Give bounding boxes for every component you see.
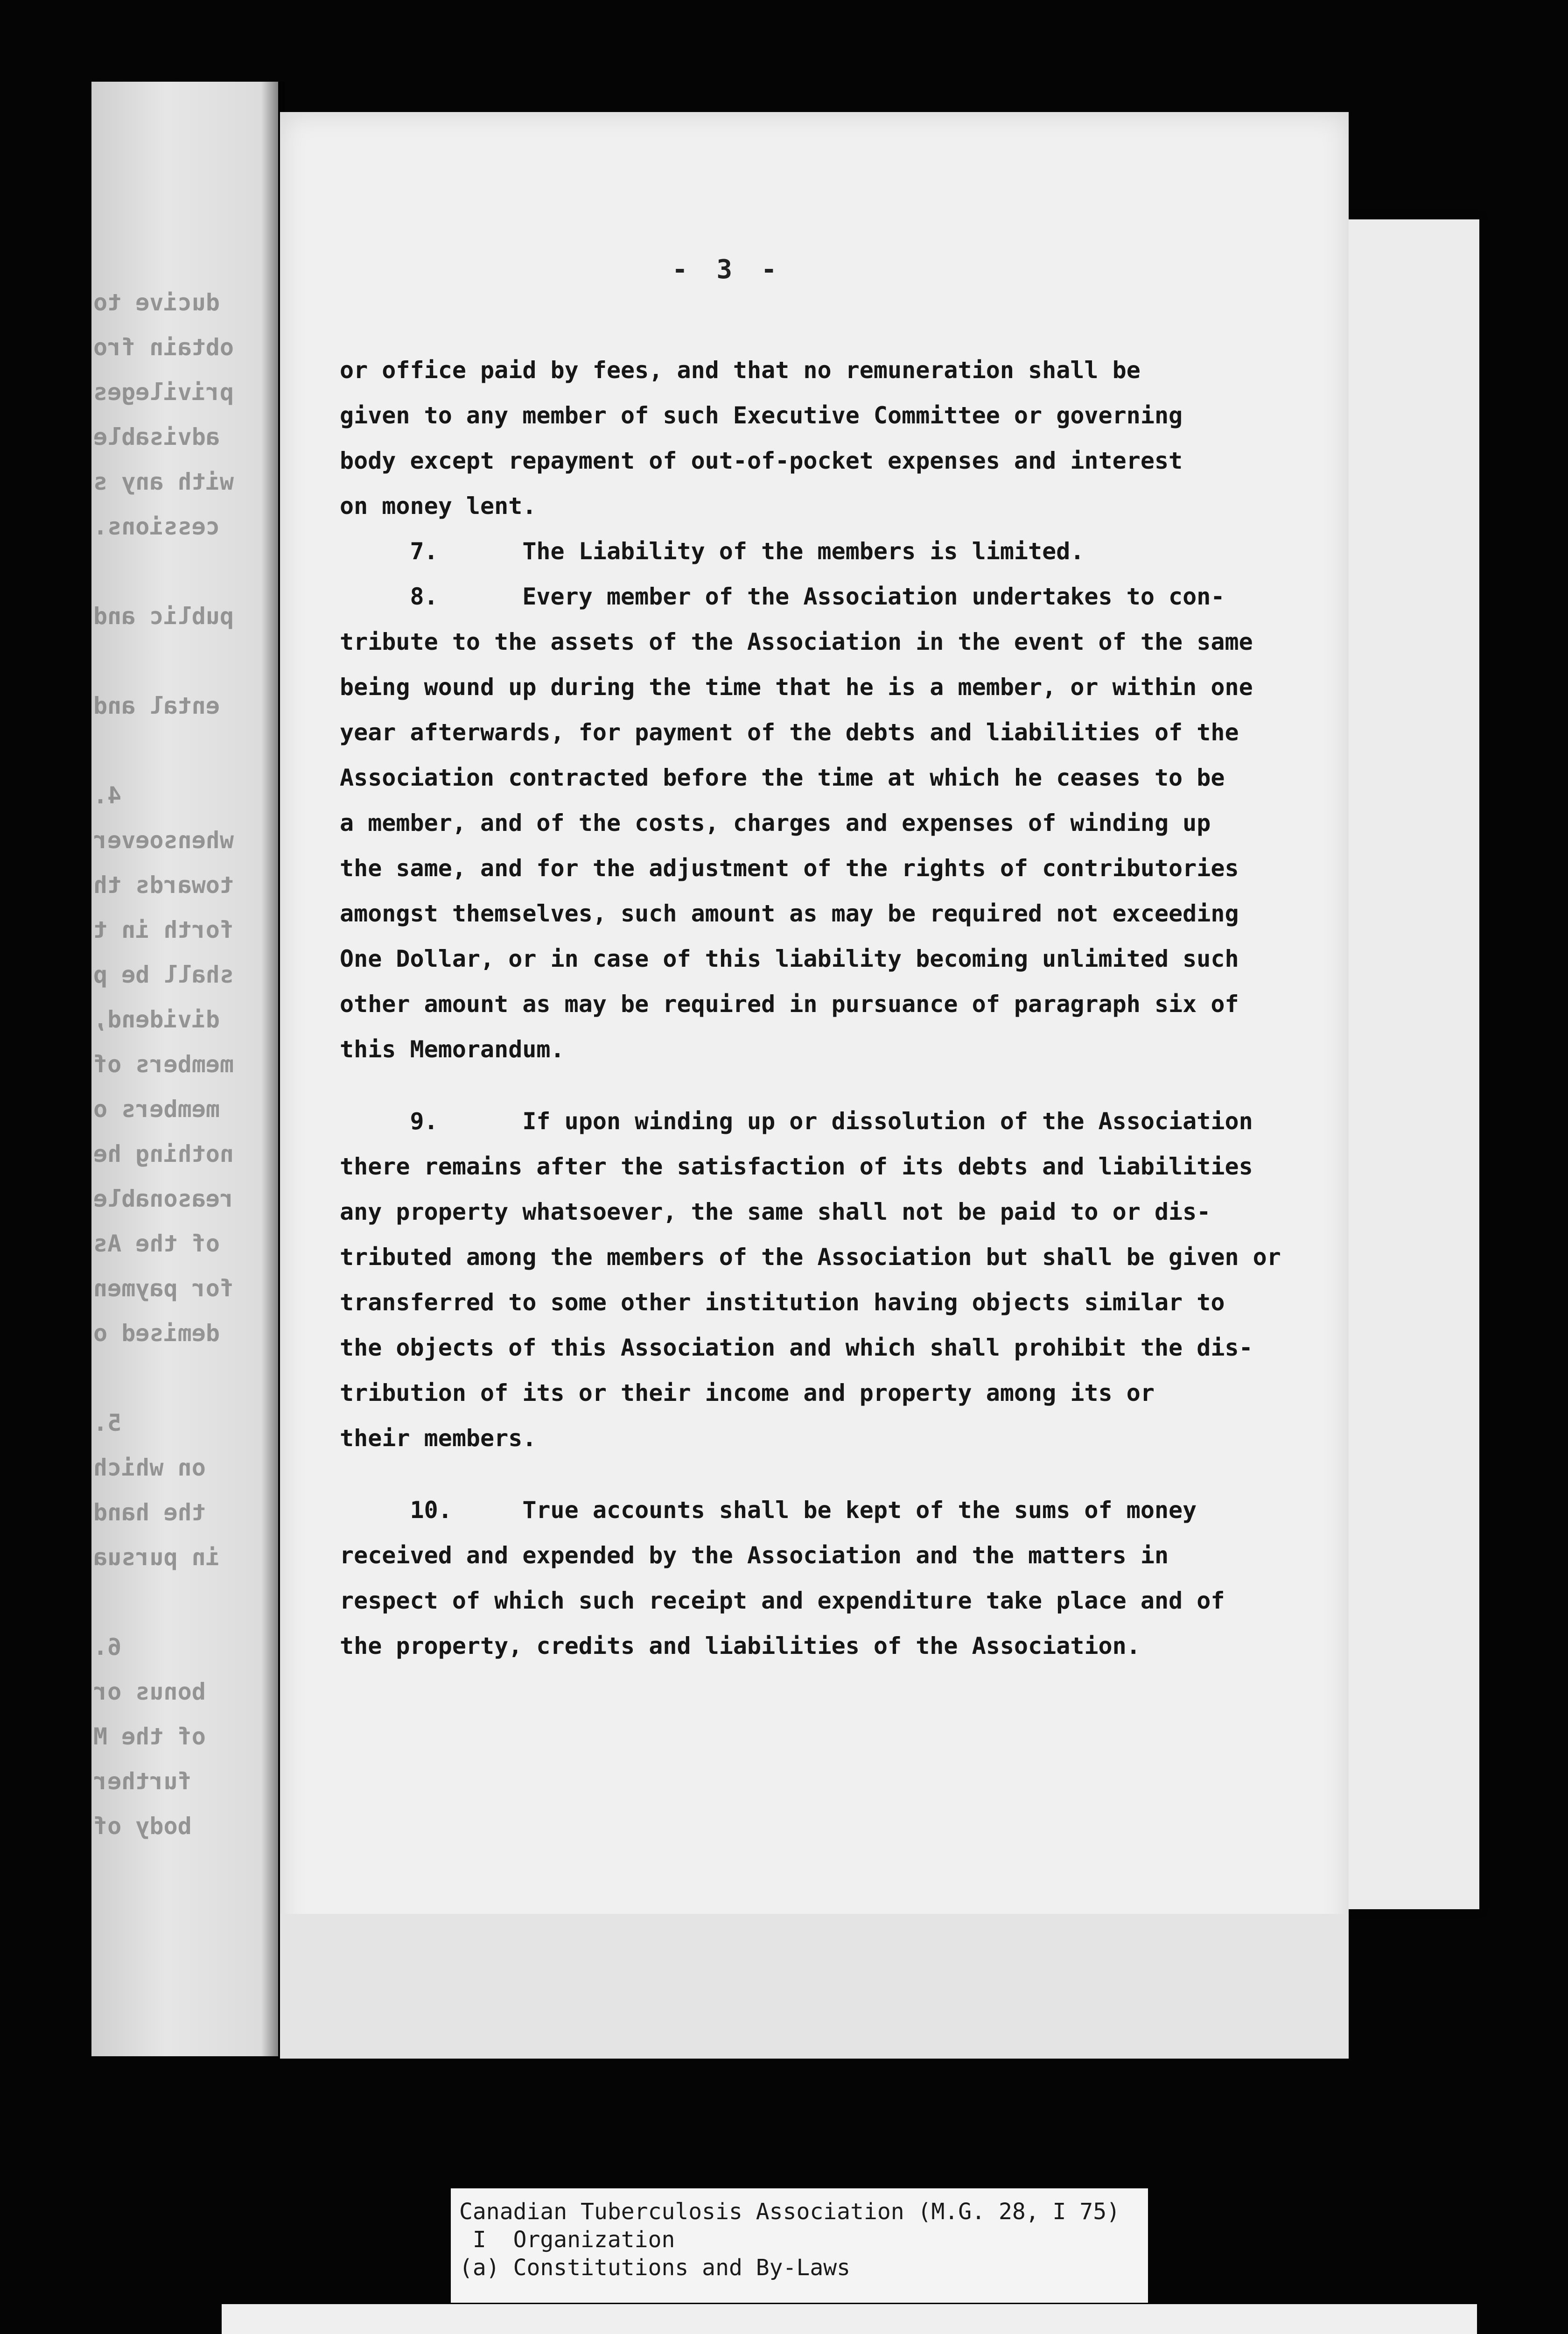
text-line: transferred to some other institution having objects similar to bbox=[340, 1289, 1225, 1316]
bleed-through-line: of the As bbox=[93, 1230, 220, 1257]
bleed-through-line: ental and bbox=[93, 692, 220, 719]
bleed-through-line bbox=[93, 728, 280, 773]
bleed-through-line: nothing he bbox=[93, 1140, 234, 1167]
bleed-through-line bbox=[93, 1356, 280, 1400]
text-line: body except repayment of out-of-pocket expenses and interest bbox=[340, 447, 1183, 474]
text-line: given to any member of such Executive Committee or governing bbox=[340, 402, 1183, 429]
text-line: on money lent. bbox=[340, 492, 537, 520]
text-line: tribute to the assets of the Association in the event of the same bbox=[340, 628, 1253, 655]
text-line: respect of which such receipt and expenditure take place and of bbox=[340, 1587, 1225, 1614]
catalog-line-1: Canadian Tuberculosis Association (M.G. 28, I 75) bbox=[459, 2199, 1120, 2225]
text-line: 9. If upon winding up or dissolution of the Association bbox=[340, 1108, 1253, 1135]
bleed-through-line: shall be p bbox=[93, 961, 234, 988]
bleed-through-line: bonus or bbox=[93, 1678, 206, 1705]
bleed-through-line: the hand bbox=[93, 1499, 206, 1526]
bleed-through-line bbox=[93, 549, 280, 594]
page-number: - 3 - bbox=[672, 254, 784, 285]
archives-stamp bbox=[222, 2304, 1477, 2334]
text-line: any property whatsoever, the same shall not be paid to or dis- bbox=[340, 1198, 1211, 1225]
catalog-label bbox=[451, 2188, 1148, 2303]
bleed-through-line: 6. bbox=[93, 1633, 122, 1660]
text-line: there remains after the satisfaction of its debts and liabilities bbox=[340, 1153, 1253, 1180]
text-line: One Dollar, or in case of this liability becoming unlimited such bbox=[340, 945, 1239, 972]
text-line: tribution of its or their income and property among its or bbox=[340, 1379, 1155, 1406]
bleed-through-line: privileges bbox=[93, 379, 234, 406]
bleed-through-line: further bbox=[93, 1768, 192, 1795]
text-line: being wound up during the time that he is a member, or within one bbox=[340, 674, 1253, 701]
paragraphs-6-to-8 bbox=[340, 348, 1306, 1072]
text-line: amongst themselves, such amount as may be required not exceeding bbox=[340, 900, 1239, 927]
text-line: 7. The Liability of the members is limited. bbox=[340, 538, 1085, 565]
bleed-through-line: advisable bbox=[93, 423, 220, 450]
text-line: Association contracted before the time at which he ceases to be bbox=[340, 764, 1225, 791]
bleed-through-line bbox=[93, 639, 280, 683]
text-line: year afterwards, for payment of the debts and liabilities of the bbox=[340, 719, 1239, 746]
bleed-through-line: of the M bbox=[93, 1723, 206, 1750]
bleed-through-line: in pursua bbox=[93, 1544, 220, 1571]
text-line: 10. True accounts shall be kept of the sums of money bbox=[340, 1497, 1197, 1524]
text-line: the objects of this Association and which shall prohibit the dis- bbox=[340, 1334, 1253, 1361]
text-line: the property, credits and liabilities of the Association. bbox=[340, 1632, 1141, 1659]
text-line: this Memorandum. bbox=[340, 1036, 565, 1063]
bleed-through-line: body of bbox=[93, 1813, 192, 1840]
bleed-through-line: cessions. bbox=[93, 513, 220, 540]
bleed-through-text bbox=[93, 280, 280, 1867]
text-line: their members. bbox=[340, 1425, 537, 1452]
text-line: or office paid by fees, and that no remuneration shall be bbox=[340, 357, 1141, 384]
bleed-through-line: public and bbox=[93, 603, 234, 630]
bleed-through-line: demised o bbox=[93, 1320, 220, 1347]
bleed-through-line: whensoever bbox=[93, 827, 234, 854]
paragraph-10 bbox=[340, 1488, 1306, 1669]
catalog-line-3: (a) Constitutions and By-Laws bbox=[459, 2255, 851, 2281]
typed-body bbox=[340, 348, 1306, 1669]
bleed-through-line: members of bbox=[93, 1051, 234, 1078]
bleed-through-line: 5. bbox=[93, 1409, 122, 1436]
paragraph-9 bbox=[340, 1099, 1306, 1461]
bleed-through-line: obtain fro bbox=[93, 334, 234, 361]
text-line: 8. Every member of the Association undertakes to con- bbox=[340, 583, 1225, 610]
bleed-through-line: members o bbox=[93, 1096, 220, 1123]
paragraph-gap bbox=[340, 1072, 1306, 1099]
bleed-through-line: towards th bbox=[93, 872, 234, 899]
bleed-through-line: forth in t bbox=[93, 916, 234, 943]
bleed-through-line: 4. bbox=[93, 782, 122, 809]
document-page-bottom bbox=[280, 1914, 1349, 2059]
text-line: the same, and for the adjustment of the rights of contributories bbox=[340, 855, 1239, 882]
bleed-through-line: ducive to bbox=[93, 289, 220, 316]
text-line: other amount as may be required in pursuance of paragraph six of bbox=[340, 991, 1239, 1018]
bleed-through-line: for paymen bbox=[93, 1275, 234, 1302]
background-sheet-right bbox=[1335, 219, 1479, 1909]
text-line: a member, and of the costs, charges and expenses of winding up bbox=[340, 809, 1211, 837]
text-line: tributed among the members of the Association but shall be given or bbox=[340, 1244, 1281, 1271]
text-line: received and expended by the Association and the matters in bbox=[340, 1542, 1169, 1569]
bleed-through-line: with any s bbox=[93, 468, 234, 495]
bleed-through-line: on which bbox=[93, 1454, 206, 1481]
bleed-through-line bbox=[93, 1580, 280, 1624]
bleed-through-line: dividend, bbox=[93, 1006, 220, 1033]
catalog-line-2: I Organization bbox=[459, 2227, 675, 2253]
paragraph-gap bbox=[340, 1461, 1306, 1488]
bleed-through-line: reasonable bbox=[93, 1185, 234, 1212]
